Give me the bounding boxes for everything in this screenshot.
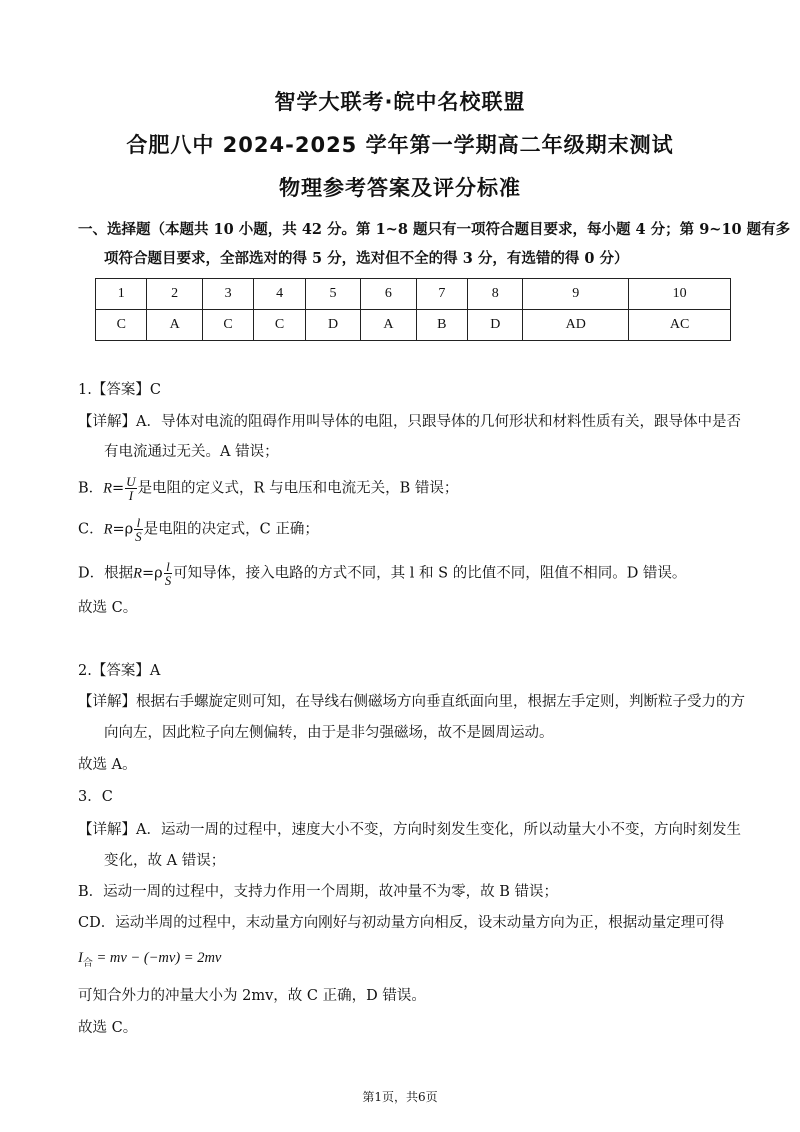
table-cell: 10 — [629, 279, 731, 310]
q1-c-text: 是电阻的决定式，C 正确； — [143, 521, 319, 538]
q1-c-eq: =ρ — [112, 521, 134, 538]
q3-detail-a-line1: 【详解】A．运动一周的过程中，速度大小不变，方向时刻发生变化，所以动量大小不变，方向时刻发生 — [78, 822, 741, 838]
fraction-denominator: S — [135, 529, 142, 544]
answer-table — [95, 278, 731, 341]
q2-choose: 故选 A。 — [78, 757, 137, 773]
table-cell: 6 — [361, 279, 416, 310]
q1-answer: 1.【答案】C — [78, 382, 161, 398]
q3-formula — [78, 948, 221, 974]
fraction-numerator: l — [134, 516, 143, 530]
q1-detail-a-line1: 【详解】A．导体对电流的阻碍作用叫导体的电阻，只跟导体的几何形状和材料性质有关，跟导体中是否 — [78, 414, 741, 430]
formula-body: = mv − (−mv) = 2mv — [92, 950, 222, 966]
page-footer: 第1页，共6页 — [362, 1090, 438, 1104]
formula-subscript: 合 — [82, 957, 93, 969]
table-cell: 2 — [147, 279, 202, 310]
table-cell: A — [361, 310, 416, 341]
q1-b-eq: = — [112, 480, 125, 497]
table-cell: A — [147, 310, 202, 341]
table-cell: 5 — [305, 279, 360, 310]
q1-d-var: R — [133, 565, 142, 582]
exam-title-line1: 智学大联考·皖中名校联盟 — [274, 90, 526, 114]
exam-title-line3: 物理参考答案及评分标准 — [279, 176, 521, 200]
q1-b-prefix: B． — [78, 480, 104, 497]
table-cell: 1 — [96, 279, 147, 310]
exam-title-line2: 合肥八中 2024-2025 学年第一学期高二年级期末测试 — [126, 133, 674, 157]
fraction-numerator: U — [126, 474, 136, 489]
section1-intro-line2: 项符合题目要求，全部选对的得 5 分，选对但不全的得 3 分，有选错的得 0 分） — [104, 250, 629, 267]
q1-d-prefix: D．根据 — [78, 565, 134, 582]
q1-b-var: R — [103, 480, 113, 497]
q1-d-fraction — [164, 560, 173, 587]
table-cell: AC — [629, 310, 731, 341]
table-cell: 3 — [202, 279, 253, 310]
q3-detail-cd: CD．运动半周的过程中，末动量方向刚好与初动量方向相反，设末动量方向为正，根据动量定理可得 — [78, 915, 725, 931]
q2-detail-line1: 【详解】根据右手螺旋定则可知，在导线右侧磁场方向垂直纸面向里，根据左手定则，判断粒子受力的方 — [78, 694, 745, 710]
table-cell: 9 — [523, 279, 629, 310]
q1-c-fraction — [134, 516, 143, 543]
table-cell: 8 — [468, 279, 523, 310]
q2-detail-line2: 向向左，因此粒子向左侧偏转，由于是非匀强磁场，故不是圆周运动。 — [104, 725, 554, 741]
formula-impulse-symbol: I — [78, 950, 83, 966]
q1-detail-a-line2: 有电流通过无关。A 错误； — [104, 444, 279, 460]
fraction-denominator: I — [128, 488, 134, 503]
q3-answer: 3．C — [78, 789, 113, 805]
table-cell: AD — [523, 310, 629, 341]
q1-b-fraction — [125, 475, 136, 502]
q2-answer: 2.【答案】A — [78, 663, 161, 679]
fraction-numerator: l — [164, 560, 173, 574]
q1-d-eq: =ρ — [142, 565, 163, 582]
answer-table-number-row — [96, 279, 731, 310]
fraction-denominator: S — [164, 573, 172, 588]
q1-d-text: 可知导体，接入电路的方式不同，其 l 和 S 的比值不同，阻值不相同。D 错误。 — [173, 565, 687, 582]
q3-detail-a-line2: 变化，故 A 错误； — [104, 853, 226, 869]
table-cell: 4 — [254, 279, 305, 310]
table-cell: D — [305, 310, 360, 341]
q1-b-text: 是电阻的定义式，R 与电压和电流无关，B 错误； — [137, 480, 459, 497]
q3-detail-b: B．运动一周的过程中，支持力作用一个周期，故冲量不为零，故 B 错误； — [78, 884, 559, 900]
table-cell: D — [468, 310, 523, 341]
section1-intro-line1: 一、选择题（本题共 10 小题，共 42 分。第 1~8 题只有一项符合题目要求，每小题 4 分；第 9~10 题有多 — [78, 221, 791, 238]
q1-choose: 故选 C。 — [78, 600, 138, 616]
q1-detail-d — [78, 560, 686, 587]
table-cell: 7 — [416, 279, 467, 310]
table-cell: C — [96, 310, 147, 341]
q3-choose: 故选 C。 — [78, 1020, 138, 1036]
q3-conclusion: 可知合外力的冲量大小为 2mv，故 C 正确，D 错误。 — [78, 988, 426, 1004]
table-cell: C — [202, 310, 253, 341]
table-cell: C — [254, 310, 305, 341]
answer-table-answer-row — [96, 310, 731, 341]
q1-c-var: R — [103, 521, 113, 538]
q1-c-prefix: C． — [78, 521, 104, 538]
q1-detail-c — [78, 516, 319, 543]
table-cell: B — [416, 310, 467, 341]
q1-detail-b — [78, 475, 458, 502]
